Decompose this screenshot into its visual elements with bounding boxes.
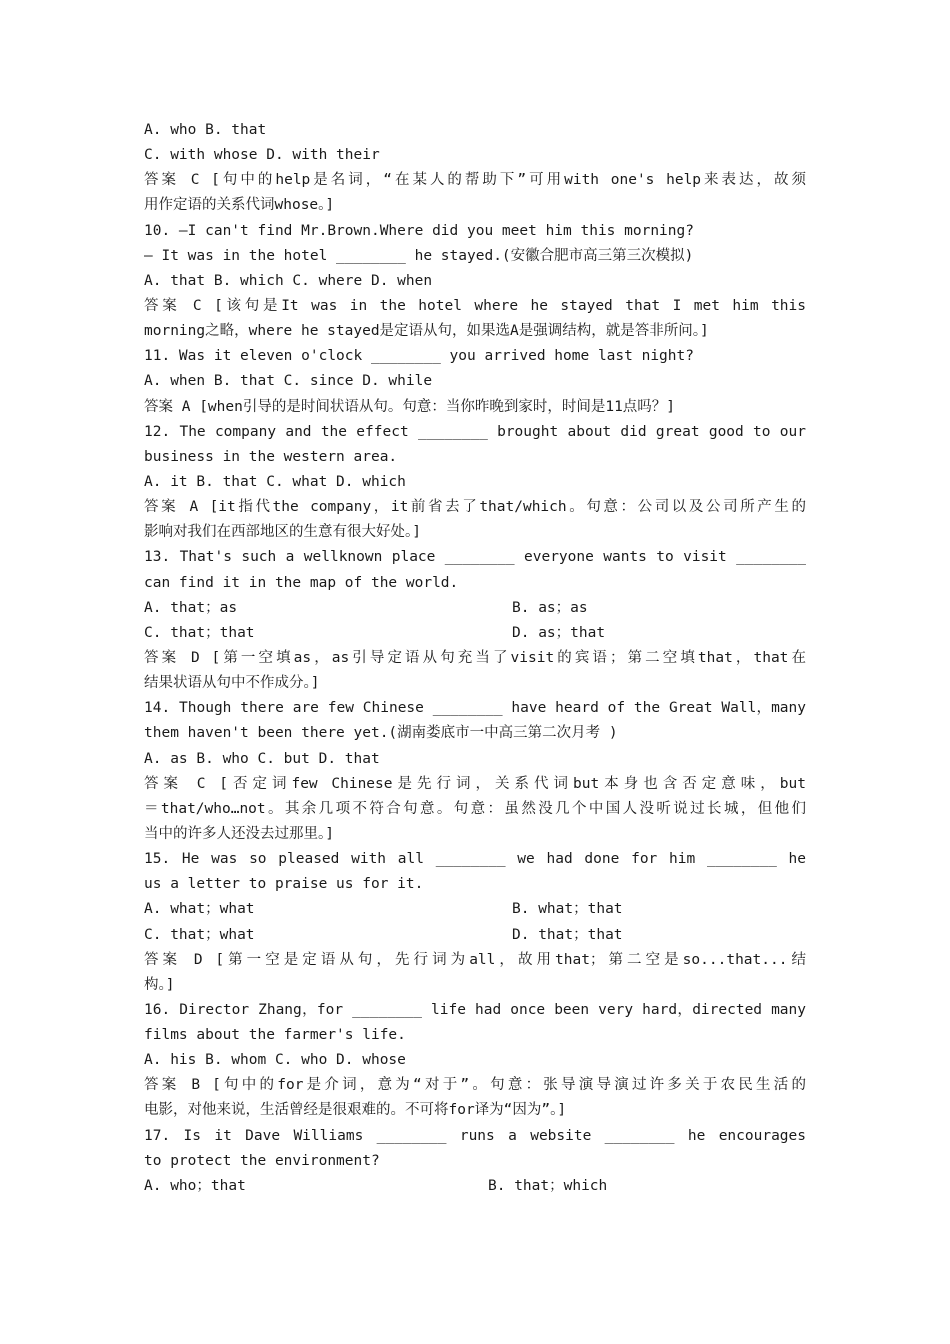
option-row [144, 1174, 806, 1199]
answer-line: 答案 C [句中的help是名词，“在某人的帮助下”可用with one's help来表达，故须 [144, 172, 806, 189]
answer-line: morning之略，where he stayed是定语从句，如果选A是强调结构，就是答非所问。] [144, 323, 709, 340]
question-line: to protect the environment? [144, 1152, 380, 1169]
question-line: 16. Director Zhang，for ________ life had once been very hard，directed many [144, 1001, 806, 1018]
answer-line: 影响对我们在西部地区的生意有很大好处。] [144, 524, 421, 541]
option-right: D. as；that [512, 624, 606, 641]
answer-line: 答案 C [否定词few Chinese是先行词，关系代词but本身也含否定意味，but [144, 775, 806, 792]
question-line: 11. Was it eleven o'clock ________ you arrived home last night? [144, 348, 694, 365]
question-line: us a letter to praise us for it. [144, 876, 424, 893]
option-left: A. that；as [144, 599, 238, 616]
option-line: A. that B. which C. where D. when [144, 272, 433, 289]
option-row [144, 897, 806, 922]
option-row [144, 621, 806, 646]
answer-line: 答案 C [该句是It was in the hotel where he stayed that I met him this [144, 297, 806, 314]
answer-line: 电影，对他来说，生活曾经是很艰难的。不可将for译为“因为”。] [144, 1102, 567, 1119]
option-left: A. what；what [144, 901, 255, 918]
option-line: A. his B. whom C. who D. whose [144, 1052, 406, 1069]
option-right: B. that；which [488, 1177, 608, 1194]
answer-line: 答案 D [第一空填as，as引导定语从句充当了visit的宾语；第二空填that，that在 [144, 649, 806, 666]
question-line: can find it in the map of the world. [144, 574, 459, 591]
option-left: C. that；that [144, 624, 255, 641]
answer-line: 当中的许多人还没去过那里。] [144, 825, 334, 842]
answer-line: 答案 A [it指代the company，it前省去了that/which。句意：公司以及公司所产生的 [144, 499, 806, 516]
option-row [144, 596, 806, 621]
question-line: 15. He was so pleased with all ________ we had done for him ________ he [144, 851, 806, 868]
question-line: — It was in the hotel ________ he stayed.(安徽合肥市高三第三次模拟) [144, 247, 694, 264]
option-right: D. that；that [512, 926, 623, 943]
option-right: B. what；that [512, 901, 623, 918]
question-line: 10. —I can't find Mr.Brown.Where did you meet him this morning? [144, 222, 694, 239]
document-page [144, 118, 806, 1199]
option-line: A. as B. who C. but D. that [144, 750, 380, 767]
question-line: 14. Though there are few Chinese ________ have heard of the Great Wall，many [144, 700, 806, 717]
answer-line: 答案 B [句中的for是介词，意为“对于”。句意：张导演导演过许多关于农民生活的 [144, 1077, 806, 1094]
option-line: A. when B. that C. since D. while [144, 373, 433, 390]
question-line: films about the farmer's life. [144, 1027, 406, 1044]
question-line: 12. The company and the effect ________ brought about did great good to our [144, 423, 806, 440]
option-line: A. it B. that C. what D. which [144, 473, 406, 490]
answer-line: 答案 A [when引导的是时间状语从句。句意：当你昨晚到家时，时间是11点吗？] [144, 398, 676, 415]
option-line: A. who B. that [144, 122, 267, 138]
option-right: B. as；as [512, 599, 588, 616]
option-left: A. who；that [144, 1177, 246, 1194]
question-line: 13. That's such a wellknown place ________ everyone wants to visit ________ [144, 549, 806, 566]
answer-line: 结果状语从句中不作成分。] [144, 675, 320, 692]
answer-line: 构。] [144, 976, 175, 993]
answer-line: 用作定语的关系代词whose。] [144, 197, 335, 214]
option-row [144, 923, 806, 948]
question-line: business in the western area. [144, 448, 398, 465]
option-left: C. that；what [144, 926, 255, 943]
question-line: 17. Is it Dave Williams ________ runs a website ________ he encourages [144, 1127, 806, 1144]
answer-line: ＝that/who…not。其余几项不符合句意。句意：虽然没几个中国人没听说过长城，但他们 [144, 800, 806, 817]
answer-line: 答案 D [第一空是定语从句，先行词为all，故用that；第二空是so...that...结 [144, 951, 806, 968]
question-line: them haven't been there yet.(湖南娄底市一中高三第二次月考 ) [144, 725, 618, 742]
option-line: C. with whose D. with their [144, 147, 380, 164]
